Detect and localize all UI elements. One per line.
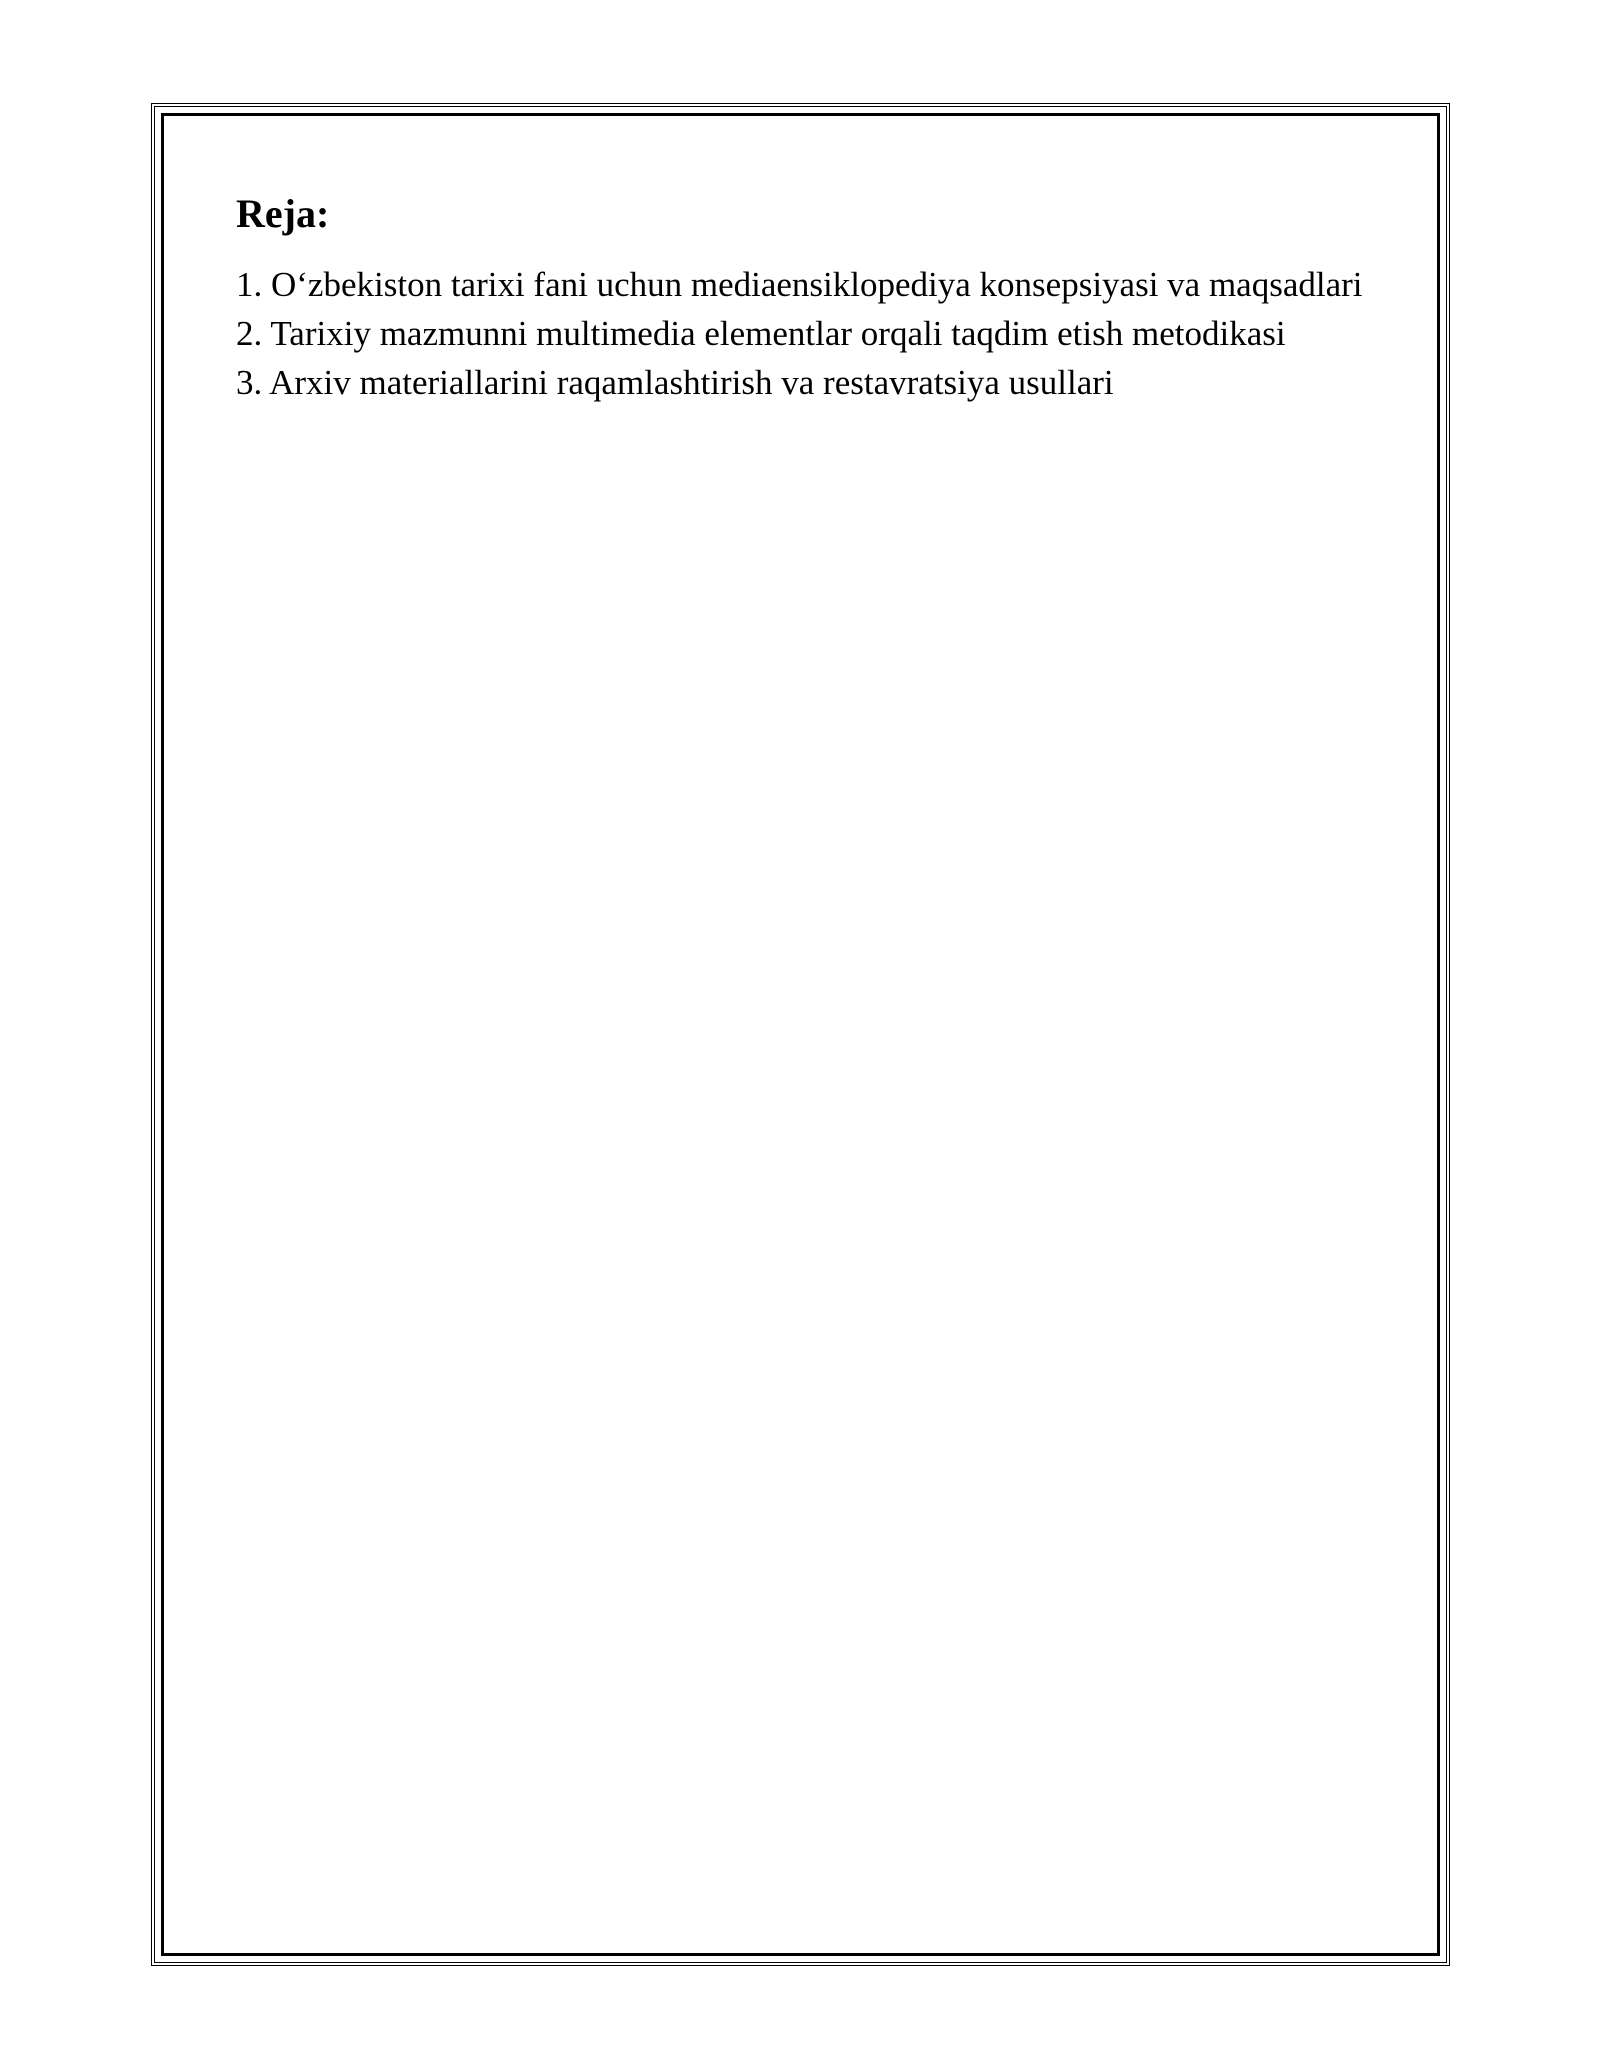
plan-list (236, 260, 1386, 407)
plan-title: Reja: (236, 191, 330, 236)
plan-item-2: 2. Tarixiy mazmunni multimedia elementlar orqali taqdim etish metodikasi (236, 314, 1286, 353)
plan-item-1: 1. O‘zbekiston tarixi fani uchun mediaensiklopediya konsepsiyasi va maqsadlari (236, 265, 1363, 304)
plan-item-3: 3. Arxiv materiallarini raqamlashtirish va restavratsiya usullari (236, 363, 1114, 402)
document-content (236, 190, 1386, 407)
